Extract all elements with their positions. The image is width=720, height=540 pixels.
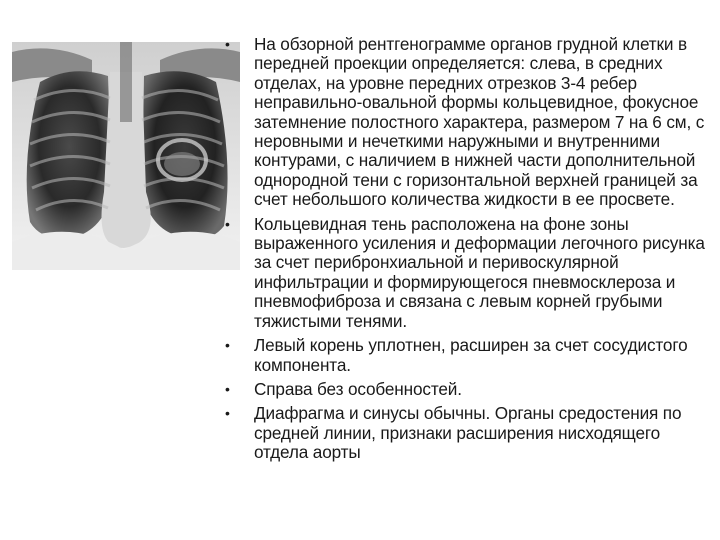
chest-xray-image (12, 42, 240, 270)
list-item (222, 380, 716, 399)
finding-text: На обзорной рентгенограмме органов грудной клетки в передней проекции определяется: слева, в средних отделах, на уровне передних отрезков 3-4 ребер неправильно-овальной формы кольцевидное, фокусное затемнение полостного характера, размером 7 на 6 см, с неровными и нечеткими наружными и внутренними контурами, с наличием в нижней части дополнительной однородной тени с горизонтальной верхней границей за счет небольшого количества жидкости в ее просвете. (254, 34, 705, 210)
bullet-marker: • (225, 337, 230, 354)
list-item (222, 35, 716, 210)
bullet-marker: • (225, 36, 230, 52)
findings-list (222, 35, 716, 468)
finding-text: Левый корень уплотнен, расширен за счет сосудистого компонента. (254, 335, 688, 375)
chest-xray-icon (12, 42, 240, 270)
bullet-marker: • (225, 405, 230, 422)
bullet-marker: • (225, 380, 230, 397)
list-item (222, 336, 716, 375)
finding-text: Диафрагма и синусы обычны. Органы средостения по средней линии, признаки расширения нисходящего отдела аорты (254, 403, 682, 463)
list-item (222, 215, 716, 331)
bullet-marker: • (225, 215, 230, 232)
finding-text: Кольцевидная тень расположена на фоне зоны выраженного усиления и деформации легочного рисунка за счет перибронхиальной и перивоскулярной инфильтрации и формирующегося пневмосклероза и пневмофиброза и связана с левым корней грубыми тяжистыми тенями. (254, 213, 705, 331)
list-item (222, 404, 716, 462)
finding-text: Справа без особенностей. (254, 378, 462, 399)
